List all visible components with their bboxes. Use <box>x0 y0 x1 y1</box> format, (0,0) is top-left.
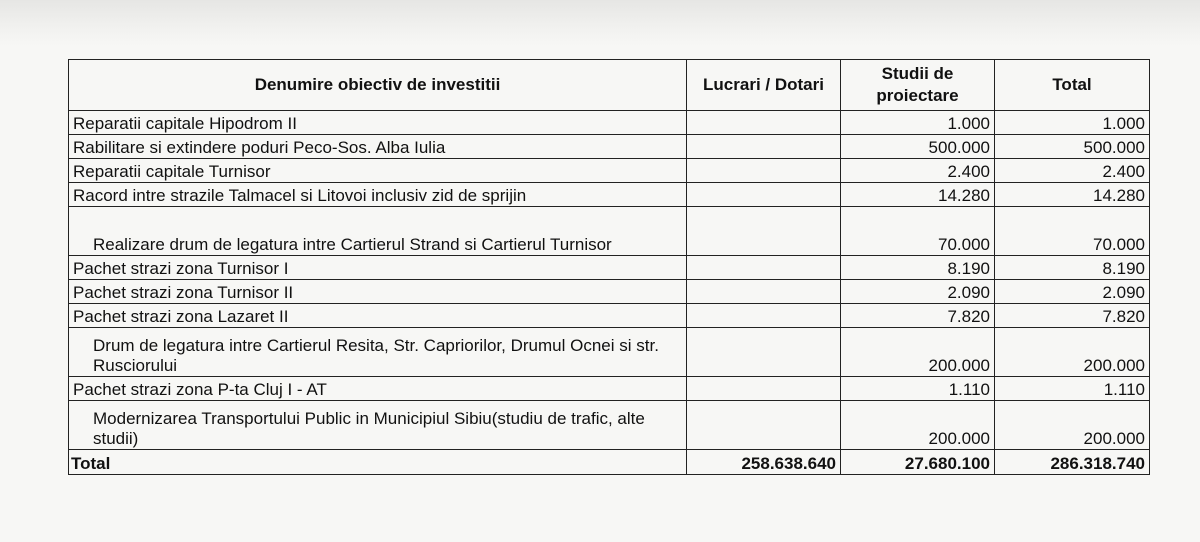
row-studii: 200.000 <box>841 401 995 450</box>
row-total: 1.000 <box>995 111 1150 135</box>
row-name: Modernizarea Transportului Public in Municipiul Sibiu(studiu de trafic, alte studii) <box>69 401 687 450</box>
row-name: Reparatii capitale Hipodrom II <box>69 111 687 135</box>
row-studii: 1.000 <box>841 111 995 135</box>
row-name: Realizare drum de legatura intre Cartierul Strand si Cartierul Turnisor <box>69 207 687 256</box>
row-total: 1.110 <box>995 377 1150 401</box>
table-row <box>69 377 1150 401</box>
row-total: 200.000 <box>995 328 1150 377</box>
row-studii: 8.190 <box>841 256 995 280</box>
total-studii: 27.680.100 <box>841 450 995 475</box>
row-name: Pachet strazi zona Turnisor I <box>69 256 687 280</box>
row-name: Racord intre strazile Talmacel si Litovoi inclusiv zid de sprijin <box>69 183 687 207</box>
table-row <box>69 135 1150 159</box>
row-name: Drum de legatura intre Cartierul Resita, Str. Capriorilor, Drumul Ocnei si str. Rusciorului <box>69 328 687 377</box>
row-total: 70.000 <box>995 207 1150 256</box>
row-name: Pachet strazi zona Lazaret II <box>69 304 687 328</box>
row-total: 14.280 <box>995 183 1150 207</box>
row-studii: 70.000 <box>841 207 995 256</box>
row-studii: 200.000 <box>841 328 995 377</box>
table-row <box>69 328 1150 377</box>
row-lucrari <box>687 183 841 207</box>
row-name: Rabilitare si extindere poduri Peco-Sos. Alba Iulia <box>69 135 687 159</box>
row-studii: 1.110 <box>841 377 995 401</box>
row-lucrari <box>687 401 841 450</box>
header-studii: Studii de proiectare <box>841 60 995 111</box>
table-row <box>69 207 1150 256</box>
header-name: Denumire obiectiv de investitii <box>69 60 687 111</box>
table-row <box>69 111 1150 135</box>
table-row <box>69 304 1150 328</box>
row-studii: 500.000 <box>841 135 995 159</box>
total-label: Total <box>69 450 687 475</box>
total-lucrari: 258.638.640 <box>687 450 841 475</box>
row-lucrari <box>687 256 841 280</box>
row-lucrari <box>687 159 841 183</box>
row-studii: 2.400 <box>841 159 995 183</box>
row-studii: 2.090 <box>841 280 995 304</box>
row-studii: 7.820 <box>841 304 995 328</box>
table-row <box>69 256 1150 280</box>
table-row <box>69 183 1150 207</box>
row-lucrari <box>687 111 841 135</box>
table-row <box>69 159 1150 183</box>
table-row <box>69 401 1150 450</box>
investment-table <box>68 59 1150 475</box>
row-lucrari <box>687 135 841 159</box>
row-total: 7.820 <box>995 304 1150 328</box>
row-total: 8.190 <box>995 256 1150 280</box>
header-row <box>69 60 1150 111</box>
total-row <box>69 450 1150 475</box>
row-total: 200.000 <box>995 401 1150 450</box>
header-total: Total <box>995 60 1150 111</box>
row-lucrari <box>687 280 841 304</box>
row-name: Pachet strazi zona P-ta Cluj I - AT <box>69 377 687 401</box>
row-lucrari <box>687 328 841 377</box>
row-total: 2.090 <box>995 280 1150 304</box>
total-total: 286.318.740 <box>995 450 1150 475</box>
scan-shadow <box>0 0 1200 46</box>
row-lucrari <box>687 207 841 256</box>
header-lucrari: Lucrari / Dotari <box>687 60 841 111</box>
row-lucrari <box>687 304 841 328</box>
row-total: 500.000 <box>995 135 1150 159</box>
row-studii: 14.280 <box>841 183 995 207</box>
row-total: 2.400 <box>995 159 1150 183</box>
row-lucrari <box>687 377 841 401</box>
row-name: Pachet strazi zona Turnisor II <box>69 280 687 304</box>
row-name: Reparatii capitale Turnisor <box>69 159 687 183</box>
table-row <box>69 280 1150 304</box>
